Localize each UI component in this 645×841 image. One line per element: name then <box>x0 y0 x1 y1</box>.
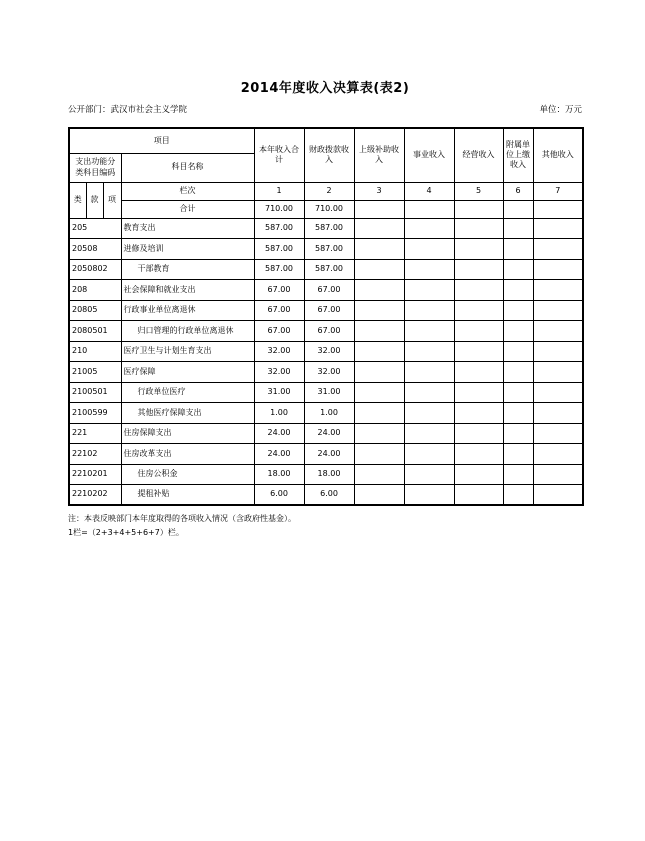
row-value <box>454 485 503 506</box>
row-value: 1.00 <box>254 403 304 424</box>
row-value <box>454 423 503 444</box>
row-name: 其他医疗保障支出 <box>121 403 254 424</box>
table-row <box>69 362 583 383</box>
table-row <box>69 464 583 485</box>
table-row <box>69 382 583 403</box>
row-value: 67.00 <box>304 300 354 321</box>
row-value: 6.00 <box>304 485 354 506</box>
meta-row <box>68 104 582 116</box>
document-page <box>68 0 582 540</box>
rank-number: 7 <box>533 182 583 200</box>
header-code-kuan: 款 <box>86 182 103 218</box>
row-value <box>404 464 454 485</box>
row-value <box>354 464 404 485</box>
table-body <box>69 218 583 505</box>
row-value <box>354 423 404 444</box>
table-row <box>69 444 583 465</box>
row-value <box>404 259 454 280</box>
rank-number: 1 <box>254 182 304 200</box>
table-row <box>69 485 583 506</box>
page-title: 2014年度收入决算表(表2) <box>240 81 410 96</box>
total-value <box>533 200 583 218</box>
header-item-group: 项目 <box>69 128 254 153</box>
row-value: 24.00 <box>304 423 354 444</box>
row-value: 24.00 <box>254 444 304 465</box>
row-code: 2080501 <box>69 321 121 342</box>
row-value: 587.00 <box>304 259 354 280</box>
row-value <box>533 218 583 239</box>
row-code: 2210202 <box>69 485 121 506</box>
row-value <box>503 239 533 260</box>
row-code: 2100501 <box>69 382 121 403</box>
header-code-xiang: 项 <box>103 182 121 218</box>
row-name: 干部教育 <box>121 259 254 280</box>
row-value <box>503 362 533 383</box>
note-line: 注：本表反映部门本年度取得的各项收入情况（含政府性基金）。 <box>68 514 296 523</box>
row-value: 24.00 <box>254 423 304 444</box>
row-value <box>503 403 533 424</box>
row-value <box>533 485 583 506</box>
row-value <box>533 341 583 362</box>
row-value <box>354 321 404 342</box>
table-row <box>69 321 583 342</box>
total-value <box>354 200 404 218</box>
header-rank-label: 栏次 <box>121 182 254 200</box>
row-value: 587.00 <box>254 259 304 280</box>
row-value <box>503 300 533 321</box>
table-row <box>69 259 583 280</box>
total-value <box>404 200 454 218</box>
row-code: 21005 <box>69 362 121 383</box>
header-code-lei: 类 <box>69 182 86 218</box>
row-name: 社会保障和就业支出 <box>121 280 254 301</box>
row-value <box>404 485 454 506</box>
row-value <box>503 485 533 506</box>
row-value <box>533 423 583 444</box>
row-value <box>404 423 454 444</box>
rank-number: 2 <box>304 182 354 200</box>
department-label: 公开部门：武汉市社会主义学院 <box>68 105 188 115</box>
unit-label: 单位：万元 <box>539 105 582 115</box>
row-code: 20805 <box>69 300 121 321</box>
row-value <box>354 362 404 383</box>
rank-number: 3 <box>354 182 404 200</box>
row-value: 31.00 <box>254 382 304 403</box>
row-value <box>454 218 503 239</box>
row-value: 24.00 <box>304 444 354 465</box>
row-value <box>454 341 503 362</box>
row-value <box>404 382 454 403</box>
row-value <box>354 341 404 362</box>
row-value <box>533 300 583 321</box>
header-col-superior-subsidy: 上级补助收入 <box>354 128 404 182</box>
row-name: 医疗保障 <box>121 362 254 383</box>
header-col-business-income: 事业收入 <box>404 128 454 182</box>
row-value <box>404 218 454 239</box>
row-name: 归口管理的行政单位离退休 <box>121 321 254 342</box>
note-line: 1栏=（2+3+4+5+6+7）栏。 <box>68 528 184 537</box>
row-value <box>404 341 454 362</box>
row-name: 行政事业单位离退休 <box>121 300 254 321</box>
row-value: 6.00 <box>254 485 304 506</box>
header-col-operating-income: 经营收入 <box>454 128 503 182</box>
row-value: 18.00 <box>254 464 304 485</box>
table-row <box>69 300 583 321</box>
row-value <box>533 362 583 383</box>
row-value <box>404 444 454 465</box>
row-value <box>454 382 503 403</box>
row-name: 住房保障支出 <box>121 423 254 444</box>
row-value <box>404 362 454 383</box>
row-value: 587.00 <box>304 218 354 239</box>
table-row <box>69 341 583 362</box>
row-value: 587.00 <box>254 218 304 239</box>
total-value: 710.00 <box>304 200 354 218</box>
row-value <box>503 218 533 239</box>
row-name: 住房改革支出 <box>121 444 254 465</box>
row-value: 67.00 <box>304 321 354 342</box>
row-name: 住房公积金 <box>121 464 254 485</box>
row-code: 2100599 <box>69 403 121 424</box>
table-row <box>69 280 583 301</box>
row-name: 提租补贴 <box>121 485 254 506</box>
row-value <box>503 382 533 403</box>
row-value: 32.00 <box>304 362 354 383</box>
row-value: 32.00 <box>304 341 354 362</box>
header-col-fiscal-appropriation: 财政拨款收入 <box>304 128 354 182</box>
total-value: 710.00 <box>254 200 304 218</box>
row-value <box>354 218 404 239</box>
row-value <box>533 444 583 465</box>
row-code: 208 <box>69 280 121 301</box>
row-value <box>454 259 503 280</box>
row-value: 67.00 <box>254 300 304 321</box>
row-value <box>533 259 583 280</box>
row-value: 67.00 <box>254 280 304 301</box>
notes-block <box>68 512 582 540</box>
row-value <box>354 239 404 260</box>
row-code: 22102 <box>69 444 121 465</box>
row-value: 32.00 <box>254 341 304 362</box>
row-value <box>503 280 533 301</box>
row-value <box>404 321 454 342</box>
row-name: 教育支出 <box>121 218 254 239</box>
row-code: 205 <box>69 218 121 239</box>
header-code-label: 支出功能分类科目编码 <box>69 153 121 182</box>
row-value <box>354 485 404 506</box>
header-subject-name: 科目名称 <box>121 153 254 182</box>
row-name: 行政单位医疗 <box>121 382 254 403</box>
row-value <box>454 300 503 321</box>
row-value <box>404 300 454 321</box>
row-value <box>354 403 404 424</box>
row-value: 18.00 <box>304 464 354 485</box>
row-value <box>354 280 404 301</box>
row-value <box>503 341 533 362</box>
row-value <box>354 444 404 465</box>
row-value <box>454 444 503 465</box>
row-value: 67.00 <box>254 321 304 342</box>
header-row-item <box>69 128 583 153</box>
row-value: 587.00 <box>254 239 304 260</box>
header-col-total-income: 本年收入合计 <box>254 128 304 182</box>
row-code: 221 <box>69 423 121 444</box>
row-value <box>503 423 533 444</box>
rank-number: 6 <box>503 182 533 200</box>
row-code: 20508 <box>69 239 121 260</box>
total-label: 合计 <box>121 200 254 218</box>
row-value <box>354 259 404 280</box>
row-value <box>533 239 583 260</box>
table-row <box>69 218 583 239</box>
row-value <box>454 362 503 383</box>
row-name: 进修及培训 <box>121 239 254 260</box>
header-col-affiliated-unit: 附属单位上缴收入 <box>503 128 533 182</box>
row-value <box>533 403 583 424</box>
header-col-other-income: 其他收入 <box>533 128 583 182</box>
row-value: 32.00 <box>254 362 304 383</box>
row-value <box>354 382 404 403</box>
total-value <box>503 200 533 218</box>
row-code: 2050802 <box>69 259 121 280</box>
row-value <box>404 280 454 301</box>
rank-number: 5 <box>454 182 503 200</box>
row-name: 医疗卫生与计划生育支出 <box>121 341 254 362</box>
row-code: 2210201 <box>69 464 121 485</box>
row-value <box>533 382 583 403</box>
row-value: 67.00 <box>304 280 354 301</box>
row-value <box>503 444 533 465</box>
table-row <box>69 403 583 424</box>
row-value <box>454 321 503 342</box>
row-value <box>404 403 454 424</box>
total-row <box>69 200 583 218</box>
income-table <box>68 127 584 506</box>
row-value <box>454 403 503 424</box>
row-value: 1.00 <box>304 403 354 424</box>
row-value <box>404 239 454 260</box>
row-code: 210 <box>69 341 121 362</box>
row-value: 31.00 <box>304 382 354 403</box>
row-value <box>503 464 533 485</box>
row-value <box>454 464 503 485</box>
header-row-rank <box>69 182 583 200</box>
row-value <box>533 464 583 485</box>
total-value <box>454 200 503 218</box>
rank-number: 4 <box>404 182 454 200</box>
row-value <box>503 259 533 280</box>
row-value <box>454 280 503 301</box>
row-value <box>503 321 533 342</box>
table-row <box>69 423 583 444</box>
table-row <box>69 239 583 260</box>
row-value <box>354 300 404 321</box>
row-value <box>454 239 503 260</box>
row-value <box>533 321 583 342</box>
row-value: 587.00 <box>304 239 354 260</box>
row-value <box>533 280 583 301</box>
